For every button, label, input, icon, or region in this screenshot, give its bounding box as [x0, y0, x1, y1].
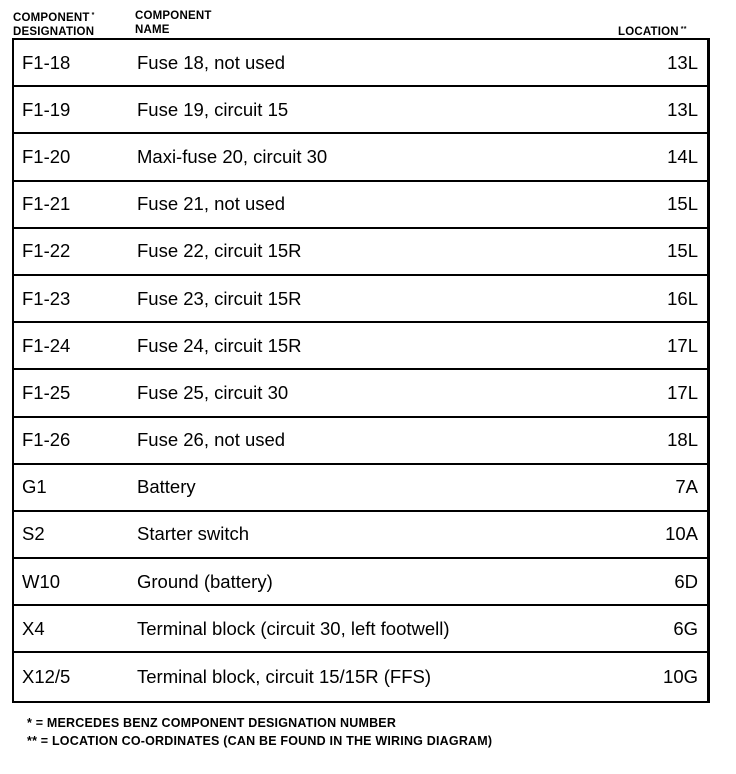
name-cell: Terminal block, circuit 15/15R (FFS) — [137, 666, 432, 688]
name-cell: Terminal block (circuit 30, left footwell) — [137, 617, 450, 639]
location-cell: 13L — [667, 51, 698, 73]
name-cell: Fuse 25, circuit 30 — [137, 381, 289, 403]
table-row — [14, 87, 707, 134]
table-row — [14, 40, 707, 87]
name-cell: Fuse 24, circuit 15R — [137, 334, 302, 356]
designation-cell: X4 — [22, 617, 45, 639]
name-cell: Fuse 23, circuit 15R — [137, 287, 302, 309]
name-cell: Fuse 26, not used — [137, 429, 286, 451]
designation-cell: F1-26 — [22, 429, 71, 451]
designation-cell: F1-20 — [22, 145, 71, 167]
component-table — [12, 38, 710, 703]
location-cell: 14L — [667, 145, 698, 167]
header-designation — [13, 9, 95, 39]
header-location-label: LOCATION — [618, 26, 679, 38]
designation-cell: F1-25 — [22, 381, 71, 403]
location-cell: 15L — [667, 193, 698, 215]
table-row — [14, 559, 707, 606]
header-name-line1: COMPONENT — [135, 10, 212, 22]
header-name — [135, 9, 212, 37]
designation-cell: F1-21 — [22, 193, 71, 215]
designation-cell: W10 — [22, 570, 61, 592]
header-location-mark: ** — [680, 26, 687, 33]
designation-cell: F1-24 — [22, 334, 71, 356]
table-row — [14, 229, 707, 276]
name-cell: Fuse 18, not used — [137, 51, 286, 73]
location-cell: 10G — [663, 666, 698, 688]
name-cell: Starter switch — [137, 523, 250, 545]
table-row — [14, 653, 707, 700]
location-cell: 16L — [667, 287, 698, 309]
table-row — [14, 465, 707, 512]
designation-cell: F1-23 — [22, 287, 71, 309]
name-cell: Fuse 22, circuit 15R — [137, 240, 302, 262]
location-cell: 18L — [667, 429, 698, 451]
table-row — [14, 323, 707, 370]
designation-cell: X12/5 — [22, 666, 71, 688]
designation-cell: F1-19 — [22, 98, 71, 120]
header-location — [618, 23, 687, 39]
table-row — [14, 370, 707, 417]
location-cell: 7A — [675, 476, 698, 498]
designation-cell: F1-22 — [22, 240, 71, 262]
table-row — [14, 134, 707, 181]
table-row — [14, 512, 707, 559]
location-cell: 6D — [674, 570, 698, 592]
header-designation-line1: COMPONENT — [13, 12, 90, 24]
designation-cell: S2 — [22, 523, 45, 545]
location-cell: 13L — [667, 98, 698, 120]
table-row — [14, 418, 707, 465]
table-row — [14, 606, 707, 653]
location-cell: 10A — [665, 523, 698, 545]
location-cell: 17L — [667, 381, 698, 403]
header-designation-mark: * — [91, 12, 95, 19]
name-cell: Fuse 21, not used — [137, 193, 286, 215]
designation-cell: G1 — [22, 476, 47, 498]
footnote-location: ** = LOCATION CO-ORDINATES (CAN BE FOUND IN THE WIRING DIAGRAM) — [27, 734, 493, 748]
table-row — [14, 276, 707, 323]
name-cell: Fuse 19, circuit 15 — [137, 98, 289, 120]
name-cell: Battery — [137, 476, 196, 498]
name-cell: Maxi-fuse 20, circuit 30 — [137, 145, 328, 167]
name-cell: Ground (battery) — [137, 570, 273, 592]
header-name-line2: NAME — [135, 24, 170, 36]
header-designation-line2: DESIGNATION — [13, 26, 95, 38]
footnote-designation: * = MERCEDES BENZ COMPONENT DESIGNATION NUMBER — [27, 716, 397, 730]
location-cell: 17L — [667, 334, 698, 356]
designation-cell: F1-18 — [22, 51, 71, 73]
location-cell: 15L — [667, 240, 698, 262]
location-cell: 6G — [673, 617, 698, 639]
table-row — [14, 182, 707, 229]
